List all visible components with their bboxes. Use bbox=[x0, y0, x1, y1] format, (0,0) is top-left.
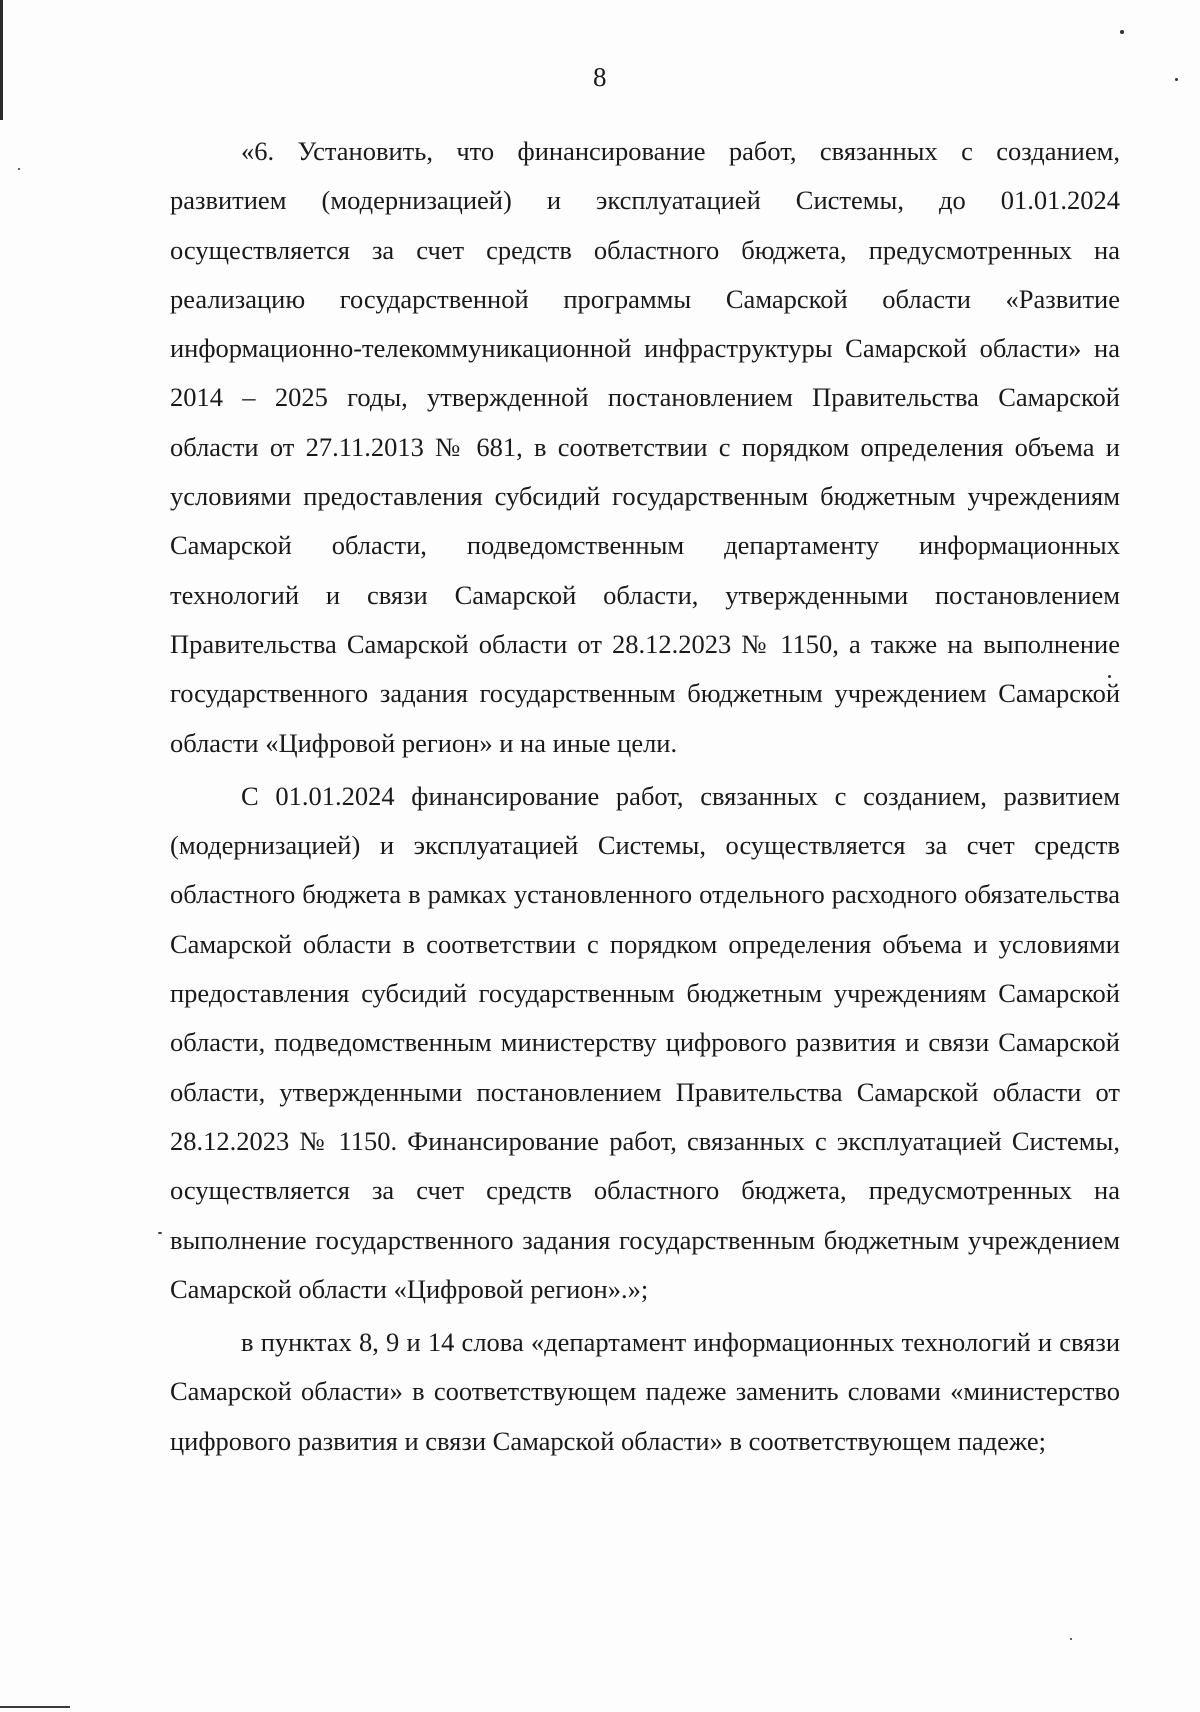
paragraph-wording-replacement: в пунктах 8, 9 и 14 слова «департамент информационных технологий и связи Самарской области» в соответствующем падеже заменить словами «министерство цифрового развития и связи Самарской области» в соответствующем падеже; bbox=[170, 1327, 1120, 1456]
page-number: 8 bbox=[593, 62, 607, 92]
scan-edge-mark-bottom bbox=[0, 1706, 70, 1708]
scan-speck bbox=[1070, 1638, 1072, 1640]
document-body bbox=[170, 127, 1120, 1466]
paragraph-financing-from-2024: С 01.01.2024 финансирование работ, связанных с созданием, развитием (модернизацией) и эксплуатацией Системы, осуществляется за счет средств областного бюджета в рамках установленного отдельного расходного обязательства Самарской области в соответствии с порядком определения объема и условиями предоставления субсидий государственным бюджетным учреждениям Самарской области, подведомственным министерству цифрового развития и связи Самарской области, утвержденными постановлением Правительства Самарской области от 28.12.2023 № 1150. Финансирование работ, связанных с эксплуатацией Системы, осуществляется за счет средств областного бюджета, предусмотренных на выполнение государственного задания государственным бюджетным учреждением Самарской области «Цифровой регион».»; bbox=[170, 780, 1120, 1304]
scan-speck bbox=[18, 168, 20, 170]
scan-edge-mark bbox=[0, 0, 3, 120]
paragraph-financing-until-2024: «6. Установить, что финансирование работ, связанных с созданием, развитием (модернизацией) и эксплуатацией Системы, до 01.01.2024 осуществляется за счет средств областного бюджета, предусмотренных на реализацию государственной программы Самарской области «Развитие информационно-телекоммуникационной инфраструктуры Самарской области» на 2014 – 2025 годы, утвержденной постановлением Правительства Самарской области от 27.11.2013 № 681, в соответствии с порядком определения объема и условиями предоставления субсидий государственным бюджетным учреждениям Самарской области, подведомственным департаменту информационных технологий и связи Самарской области, утвержденными постановлением Правительства Самарской области от 28.12.2023 № 1150, а также на выполнение государственного задания государственным бюджетным учреждением Самарской области «Цифровой регион» и на иные цели. bbox=[170, 136, 1120, 758]
scan-speck bbox=[1120, 30, 1124, 34]
scan-speck bbox=[158, 1232, 162, 1234]
